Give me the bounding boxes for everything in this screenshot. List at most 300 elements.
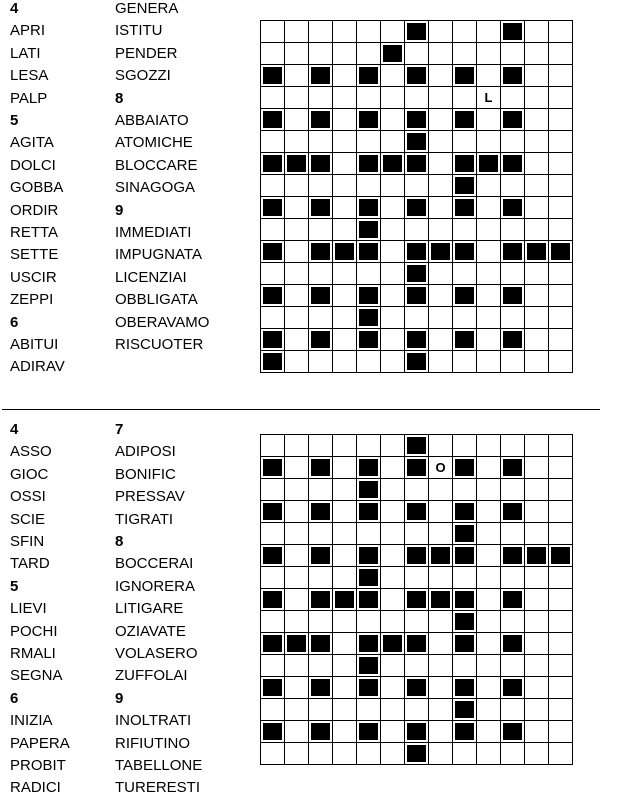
- black-cell[interactable]: [501, 241, 525, 263]
- black-cell[interactable]: [309, 285, 333, 307]
- empty-cell[interactable]: [453, 219, 477, 241]
- empty-cell[interactable]: [477, 743, 501, 765]
- empty-cell[interactable]: [309, 479, 333, 501]
- empty-cell[interactable]: [381, 567, 405, 589]
- empty-cell[interactable]: [477, 219, 501, 241]
- empty-cell[interactable]: [357, 131, 381, 153]
- empty-cell[interactable]: [429, 65, 453, 87]
- empty-cell[interactable]: [333, 153, 357, 175]
- empty-cell[interactable]: [261, 699, 285, 721]
- empty-cell[interactable]: [333, 457, 357, 479]
- empty-cell[interactable]: [477, 263, 501, 285]
- empty-cell[interactable]: [477, 633, 501, 655]
- black-cell[interactable]: [501, 633, 525, 655]
- empty-cell[interactable]: [429, 721, 453, 743]
- empty-cell[interactable]: [381, 457, 405, 479]
- black-cell[interactable]: [405, 351, 429, 373]
- empty-cell[interactable]: [357, 21, 381, 43]
- empty-cell[interactable]: [549, 567, 573, 589]
- empty-cell[interactable]: [477, 131, 501, 153]
- empty-cell[interactable]: [381, 263, 405, 285]
- empty-cell[interactable]: [357, 87, 381, 109]
- empty-cell[interactable]: [261, 87, 285, 109]
- empty-cell[interactable]: [501, 523, 525, 545]
- empty-cell[interactable]: [261, 263, 285, 285]
- empty-cell[interactable]: [549, 175, 573, 197]
- empty-cell[interactable]: [285, 721, 309, 743]
- empty-cell[interactable]: [309, 263, 333, 285]
- empty-cell[interactable]: [525, 87, 549, 109]
- empty-cell[interactable]: [309, 131, 333, 153]
- empty-cell[interactable]: [309, 655, 333, 677]
- empty-cell[interactable]: [285, 43, 309, 65]
- empty-cell[interactable]: [501, 131, 525, 153]
- black-cell[interactable]: [477, 153, 501, 175]
- empty-cell[interactable]: [405, 175, 429, 197]
- empty-cell[interactable]: [525, 721, 549, 743]
- black-cell[interactable]: [357, 285, 381, 307]
- empty-cell[interactable]: [429, 699, 453, 721]
- crossword-grid[interactable]: [260, 434, 573, 765]
- empty-cell[interactable]: [285, 545, 309, 567]
- empty-cell[interactable]: [333, 721, 357, 743]
- empty-cell[interactable]: [285, 131, 309, 153]
- crossword-grid[interactable]: [260, 20, 573, 373]
- black-cell[interactable]: [309, 329, 333, 351]
- black-cell[interactable]: [405, 677, 429, 699]
- empty-cell[interactable]: [549, 263, 573, 285]
- empty-cell[interactable]: [549, 43, 573, 65]
- empty-cell[interactable]: [405, 655, 429, 677]
- empty-cell[interactable]: [333, 655, 357, 677]
- empty-cell[interactable]: [525, 153, 549, 175]
- empty-cell[interactable]: [285, 219, 309, 241]
- empty-cell[interactable]: [429, 655, 453, 677]
- empty-cell[interactable]: [549, 197, 573, 219]
- empty-cell[interactable]: [333, 109, 357, 131]
- black-cell[interactable]: [309, 501, 333, 523]
- empty-cell[interactable]: [333, 435, 357, 457]
- empty-cell[interactable]: [333, 285, 357, 307]
- empty-cell[interactable]: [357, 263, 381, 285]
- empty-cell[interactable]: [309, 307, 333, 329]
- black-cell[interactable]: [549, 241, 573, 263]
- empty-cell[interactable]: [285, 285, 309, 307]
- empty-cell[interactable]: [549, 457, 573, 479]
- empty-cell[interactable]: [309, 567, 333, 589]
- black-cell[interactable]: [357, 197, 381, 219]
- black-cell[interactable]: [309, 153, 333, 175]
- empty-cell[interactable]: [549, 655, 573, 677]
- empty-cell[interactable]: [381, 307, 405, 329]
- empty-cell[interactable]: [285, 263, 309, 285]
- empty-cell[interactable]: [285, 175, 309, 197]
- empty-cell[interactable]: [381, 329, 405, 351]
- empty-cell[interactable]: [453, 479, 477, 501]
- empty-cell[interactable]: [429, 567, 453, 589]
- empty-cell[interactable]: [549, 109, 573, 131]
- empty-cell[interactable]: [501, 567, 525, 589]
- empty-cell[interactable]: [549, 65, 573, 87]
- empty-cell[interactable]: [525, 219, 549, 241]
- black-cell[interactable]: [501, 109, 525, 131]
- black-cell[interactable]: [501, 501, 525, 523]
- black-cell[interactable]: [261, 285, 285, 307]
- empty-cell[interactable]: [477, 21, 501, 43]
- black-cell[interactable]: [405, 153, 429, 175]
- empty-cell[interactable]: [429, 21, 453, 43]
- black-cell[interactable]: [261, 351, 285, 373]
- empty-cell[interactable]: [429, 197, 453, 219]
- black-cell[interactable]: [405, 743, 429, 765]
- empty-cell[interactable]: [429, 351, 453, 373]
- black-cell[interactable]: [453, 721, 477, 743]
- black-cell[interactable]: [501, 21, 525, 43]
- empty-cell[interactable]: [525, 699, 549, 721]
- black-cell[interactable]: [405, 589, 429, 611]
- empty-cell[interactable]: [285, 435, 309, 457]
- empty-cell[interactable]: [285, 655, 309, 677]
- empty-cell[interactable]: [549, 611, 573, 633]
- empty-cell[interactable]: [309, 435, 333, 457]
- empty-cell[interactable]: [405, 43, 429, 65]
- empty-cell[interactable]: [477, 241, 501, 263]
- empty-cell[interactable]: [429, 109, 453, 131]
- empty-cell[interactable]: [285, 677, 309, 699]
- black-cell[interactable]: [357, 153, 381, 175]
- black-cell[interactable]: [261, 545, 285, 567]
- empty-cell[interactable]: [381, 479, 405, 501]
- empty-cell[interactable]: [285, 87, 309, 109]
- empty-cell[interactable]: [381, 87, 405, 109]
- black-cell[interactable]: [309, 721, 333, 743]
- empty-cell[interactable]: [357, 699, 381, 721]
- black-cell[interactable]: [501, 65, 525, 87]
- black-cell[interactable]: [381, 633, 405, 655]
- empty-cell[interactable]: [477, 197, 501, 219]
- empty-cell[interactable]: [549, 479, 573, 501]
- empty-cell[interactable]: [381, 65, 405, 87]
- black-cell[interactable]: [405, 285, 429, 307]
- empty-cell[interactable]: [501, 435, 525, 457]
- black-cell[interactable]: [405, 21, 429, 43]
- black-cell[interactable]: [261, 65, 285, 87]
- empty-cell[interactable]: [453, 351, 477, 373]
- empty-cell[interactable]: [429, 743, 453, 765]
- empty-cell[interactable]: [501, 611, 525, 633]
- black-cell[interactable]: [525, 241, 549, 263]
- black-cell[interactable]: [261, 721, 285, 743]
- black-cell[interactable]: [453, 285, 477, 307]
- empty-cell[interactable]: [357, 435, 381, 457]
- empty-cell[interactable]: [333, 175, 357, 197]
- empty-cell[interactable]: [285, 241, 309, 263]
- black-cell[interactable]: [405, 329, 429, 351]
- empty-cell[interactable]: [477, 351, 501, 373]
- black-cell[interactable]: [429, 545, 453, 567]
- black-cell[interactable]: [405, 545, 429, 567]
- black-cell[interactable]: [261, 633, 285, 655]
- empty-cell[interactable]: [285, 479, 309, 501]
- black-cell[interactable]: [453, 241, 477, 263]
- empty-cell[interactable]: [453, 435, 477, 457]
- empty-cell[interactable]: [501, 307, 525, 329]
- empty-cell[interactable]: [381, 501, 405, 523]
- empty-cell[interactable]: [429, 677, 453, 699]
- empty-cell[interactable]: [333, 501, 357, 523]
- black-cell[interactable]: [405, 241, 429, 263]
- empty-cell[interactable]: [357, 351, 381, 373]
- black-cell[interactable]: [261, 153, 285, 175]
- empty-cell[interactable]: [261, 307, 285, 329]
- empty-cell[interactable]: [525, 329, 549, 351]
- black-cell[interactable]: [357, 241, 381, 263]
- empty-cell[interactable]: [333, 699, 357, 721]
- empty-cell[interactable]: [453, 307, 477, 329]
- empty-cell[interactable]: [285, 611, 309, 633]
- empty-cell[interactable]: [429, 501, 453, 523]
- black-cell[interactable]: [453, 545, 477, 567]
- black-cell[interactable]: [405, 457, 429, 479]
- empty-cell[interactable]: [381, 545, 405, 567]
- empty-cell[interactable]: [381, 241, 405, 263]
- black-cell[interactable]: [261, 329, 285, 351]
- empty-cell[interactable]: [309, 611, 333, 633]
- empty-cell[interactable]: [549, 677, 573, 699]
- empty-cell[interactable]: [477, 611, 501, 633]
- empty-cell[interactable]: [285, 109, 309, 131]
- empty-cell[interactable]: [333, 351, 357, 373]
- empty-cell[interactable]: [381, 523, 405, 545]
- empty-cell[interactable]: [405, 307, 429, 329]
- empty-cell[interactable]: [309, 351, 333, 373]
- empty-cell[interactable]: [525, 523, 549, 545]
- black-cell[interactable]: [453, 153, 477, 175]
- empty-cell[interactable]: [477, 457, 501, 479]
- empty-cell[interactable]: [381, 285, 405, 307]
- black-cell[interactable]: [453, 611, 477, 633]
- empty-cell[interactable]: [261, 523, 285, 545]
- empty-cell[interactable]: [261, 21, 285, 43]
- black-cell[interactable]: [357, 567, 381, 589]
- black-cell[interactable]: [333, 589, 357, 611]
- empty-cell[interactable]: [333, 131, 357, 153]
- black-cell[interactable]: [429, 589, 453, 611]
- black-cell[interactable]: [309, 589, 333, 611]
- black-cell[interactable]: [357, 655, 381, 677]
- empty-cell[interactable]: [525, 307, 549, 329]
- letter-cell[interactable]: [477, 87, 501, 109]
- empty-cell[interactable]: [333, 329, 357, 351]
- empty-cell[interactable]: [285, 351, 309, 373]
- black-cell[interactable]: [357, 307, 381, 329]
- empty-cell[interactable]: [285, 21, 309, 43]
- empty-cell[interactable]: [525, 43, 549, 65]
- empty-cell[interactable]: [453, 567, 477, 589]
- black-cell[interactable]: [261, 241, 285, 263]
- black-cell[interactable]: [309, 633, 333, 655]
- empty-cell[interactable]: [381, 589, 405, 611]
- black-cell[interactable]: [501, 677, 525, 699]
- empty-cell[interactable]: [381, 219, 405, 241]
- empty-cell[interactable]: [549, 699, 573, 721]
- empty-cell[interactable]: [333, 743, 357, 765]
- empty-cell[interactable]: [501, 351, 525, 373]
- empty-cell[interactable]: [477, 721, 501, 743]
- black-cell[interactable]: [357, 479, 381, 501]
- empty-cell[interactable]: [477, 655, 501, 677]
- empty-cell[interactable]: [333, 567, 357, 589]
- empty-cell[interactable]: [333, 87, 357, 109]
- empty-cell[interactable]: [453, 655, 477, 677]
- black-cell[interactable]: [453, 329, 477, 351]
- black-cell[interactable]: [309, 197, 333, 219]
- black-cell[interactable]: [357, 65, 381, 87]
- black-cell[interactable]: [453, 523, 477, 545]
- empty-cell[interactable]: [261, 479, 285, 501]
- empty-cell[interactable]: [453, 263, 477, 285]
- empty-cell[interactable]: [261, 43, 285, 65]
- empty-cell[interactable]: [333, 21, 357, 43]
- empty-cell[interactable]: [525, 567, 549, 589]
- black-cell[interactable]: [309, 457, 333, 479]
- black-cell[interactable]: [357, 457, 381, 479]
- empty-cell[interactable]: [525, 589, 549, 611]
- black-cell[interactable]: [285, 153, 309, 175]
- black-cell[interactable]: [405, 197, 429, 219]
- empty-cell[interactable]: [333, 197, 357, 219]
- black-cell[interactable]: [501, 457, 525, 479]
- empty-cell[interactable]: [309, 87, 333, 109]
- black-cell[interactable]: [309, 677, 333, 699]
- black-cell[interactable]: [453, 197, 477, 219]
- empty-cell[interactable]: [285, 457, 309, 479]
- empty-cell[interactable]: [477, 307, 501, 329]
- empty-cell[interactable]: [333, 43, 357, 65]
- empty-cell[interactable]: [429, 153, 453, 175]
- black-cell[interactable]: [405, 501, 429, 523]
- empty-cell[interactable]: [453, 87, 477, 109]
- empty-cell[interactable]: [333, 677, 357, 699]
- empty-cell[interactable]: [309, 699, 333, 721]
- empty-cell[interactable]: [477, 65, 501, 87]
- empty-cell[interactable]: [381, 131, 405, 153]
- empty-cell[interactable]: [357, 43, 381, 65]
- empty-cell[interactable]: [549, 743, 573, 765]
- empty-cell[interactable]: [381, 677, 405, 699]
- empty-cell[interactable]: [261, 567, 285, 589]
- empty-cell[interactable]: [477, 677, 501, 699]
- empty-cell[interactable]: [429, 285, 453, 307]
- black-cell[interactable]: [501, 197, 525, 219]
- empty-cell[interactable]: [357, 175, 381, 197]
- empty-cell[interactable]: [381, 197, 405, 219]
- empty-cell[interactable]: [381, 21, 405, 43]
- empty-cell[interactable]: [525, 655, 549, 677]
- empty-cell[interactable]: [405, 567, 429, 589]
- empty-cell[interactable]: [429, 219, 453, 241]
- empty-cell[interactable]: [381, 655, 405, 677]
- empty-cell[interactable]: [501, 743, 525, 765]
- empty-cell[interactable]: [261, 131, 285, 153]
- black-cell[interactable]: [357, 219, 381, 241]
- empty-cell[interactable]: [453, 131, 477, 153]
- empty-cell[interactable]: [309, 523, 333, 545]
- empty-cell[interactable]: [501, 263, 525, 285]
- empty-cell[interactable]: [429, 611, 453, 633]
- empty-cell[interactable]: [549, 633, 573, 655]
- empty-cell[interactable]: [549, 219, 573, 241]
- black-cell[interactable]: [405, 435, 429, 457]
- empty-cell[interactable]: [549, 589, 573, 611]
- black-cell[interactable]: [309, 109, 333, 131]
- empty-cell[interactable]: [501, 175, 525, 197]
- empty-cell[interactable]: [525, 677, 549, 699]
- empty-cell[interactable]: [525, 435, 549, 457]
- empty-cell[interactable]: [429, 523, 453, 545]
- black-cell[interactable]: [453, 175, 477, 197]
- empty-cell[interactable]: [525, 351, 549, 373]
- empty-cell[interactable]: [477, 479, 501, 501]
- black-cell[interactable]: [309, 545, 333, 567]
- empty-cell[interactable]: [405, 523, 429, 545]
- empty-cell[interactable]: [453, 43, 477, 65]
- empty-cell[interactable]: [549, 523, 573, 545]
- empty-cell[interactable]: [501, 43, 525, 65]
- empty-cell[interactable]: [525, 197, 549, 219]
- black-cell[interactable]: [453, 109, 477, 131]
- empty-cell[interactable]: [261, 219, 285, 241]
- empty-cell[interactable]: [381, 743, 405, 765]
- empty-cell[interactable]: [333, 263, 357, 285]
- empty-cell[interactable]: [525, 501, 549, 523]
- black-cell[interactable]: [405, 263, 429, 285]
- empty-cell[interactable]: [501, 87, 525, 109]
- empty-cell[interactable]: [525, 479, 549, 501]
- empty-cell[interactable]: [477, 545, 501, 567]
- empty-cell[interactable]: [429, 307, 453, 329]
- black-cell[interactable]: [357, 501, 381, 523]
- empty-cell[interactable]: [477, 285, 501, 307]
- empty-cell[interactable]: [525, 65, 549, 87]
- empty-cell[interactable]: [333, 219, 357, 241]
- empty-cell[interactable]: [477, 43, 501, 65]
- black-cell[interactable]: [261, 109, 285, 131]
- empty-cell[interactable]: [285, 523, 309, 545]
- black-cell[interactable]: [501, 153, 525, 175]
- black-cell[interactable]: [333, 241, 357, 263]
- empty-cell[interactable]: [549, 131, 573, 153]
- black-cell[interactable]: [453, 457, 477, 479]
- empty-cell[interactable]: [525, 285, 549, 307]
- empty-cell[interactable]: [333, 65, 357, 87]
- empty-cell[interactable]: [285, 197, 309, 219]
- empty-cell[interactable]: [309, 175, 333, 197]
- empty-cell[interactable]: [285, 567, 309, 589]
- black-cell[interactable]: [357, 545, 381, 567]
- empty-cell[interactable]: [333, 611, 357, 633]
- black-cell[interactable]: [405, 65, 429, 87]
- empty-cell[interactable]: [381, 109, 405, 131]
- empty-cell[interactable]: [549, 329, 573, 351]
- empty-cell[interactable]: [405, 87, 429, 109]
- empty-cell[interactable]: [333, 545, 357, 567]
- empty-cell[interactable]: [525, 175, 549, 197]
- empty-cell[interactable]: [549, 721, 573, 743]
- empty-cell[interactable]: [357, 743, 381, 765]
- empty-cell[interactable]: [429, 329, 453, 351]
- empty-cell[interactable]: [525, 611, 549, 633]
